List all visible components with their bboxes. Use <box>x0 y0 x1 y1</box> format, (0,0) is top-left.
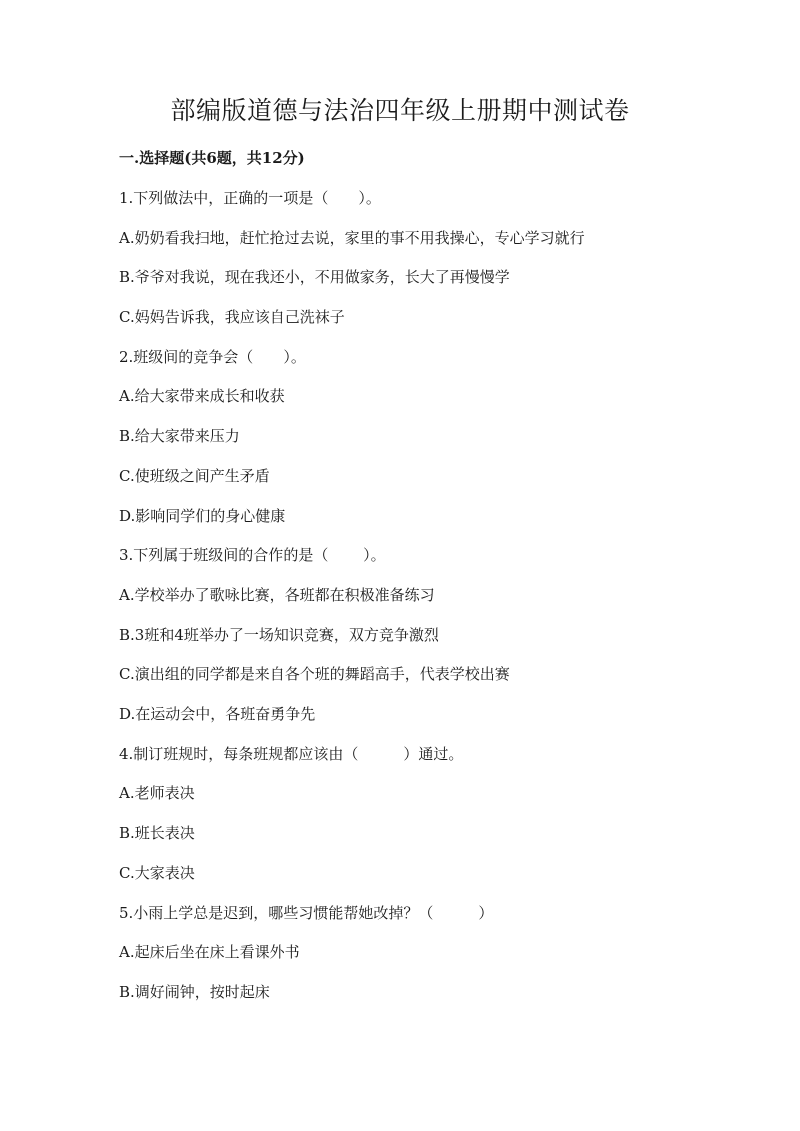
question-stem: 4.制订班规时，每条班规都应该由（ ）通过。 <box>119 745 464 763</box>
question-option: A.学校举办了歌咏比赛，各班都在积极准备练习 <box>119 586 435 604</box>
question-option: D.影响同学们的身心健康 <box>119 507 286 525</box>
question-option: B.给大家带来压力 <box>119 427 240 445</box>
question-option: C.使班级之间产生矛盾 <box>119 467 270 485</box>
question-option: B.爷爷对我说，现在我还小，不用做家务，长大了再慢慢学 <box>119 268 510 286</box>
section-heading: 一.选择题(共6题，共12分) <box>119 149 305 167</box>
question-option: A.起床后坐在床上看课外书 <box>119 943 300 961</box>
question-option: B.调好闹钟，按时起床 <box>119 983 270 1001</box>
question-stem: 5.小雨上学总是迟到，哪些习惯能帮她改掉？（ ） <box>119 904 494 922</box>
question-option: A.老师表决 <box>119 784 195 802</box>
question-option: A.奶奶看我扫地，赶忙抢过去说，家里的事不用我操心，专心学习就行 <box>119 229 585 247</box>
question-option: C.演出组的同学都是来自各个班的舞蹈高手，代表学校出赛 <box>119 665 510 683</box>
question-option: D.在运动会中，各班奋勇争先 <box>119 705 316 723</box>
question-stem: 2.班级间的竞争会（ ）。 <box>119 348 306 366</box>
question-option: A.给大家带来成长和收获 <box>119 387 285 405</box>
question-stem: 1.下列做法中，正确的一项是（ ）。 <box>119 189 381 207</box>
question-option: B.3班和4班举办了一场知识竞赛，双方竞争激烈 <box>119 626 439 644</box>
question-option: B.班长表决 <box>119 824 195 842</box>
page-title: 部编版道德与法治四年级上册期中测试卷 <box>170 96 630 125</box>
question-option: C.大家表决 <box>119 864 195 882</box>
question-option: C.妈妈告诉我，我应该自己洗袜子 <box>119 308 345 326</box>
question-stem: 3.下列属于班级间的合作的是（ ）。 <box>119 546 386 564</box>
